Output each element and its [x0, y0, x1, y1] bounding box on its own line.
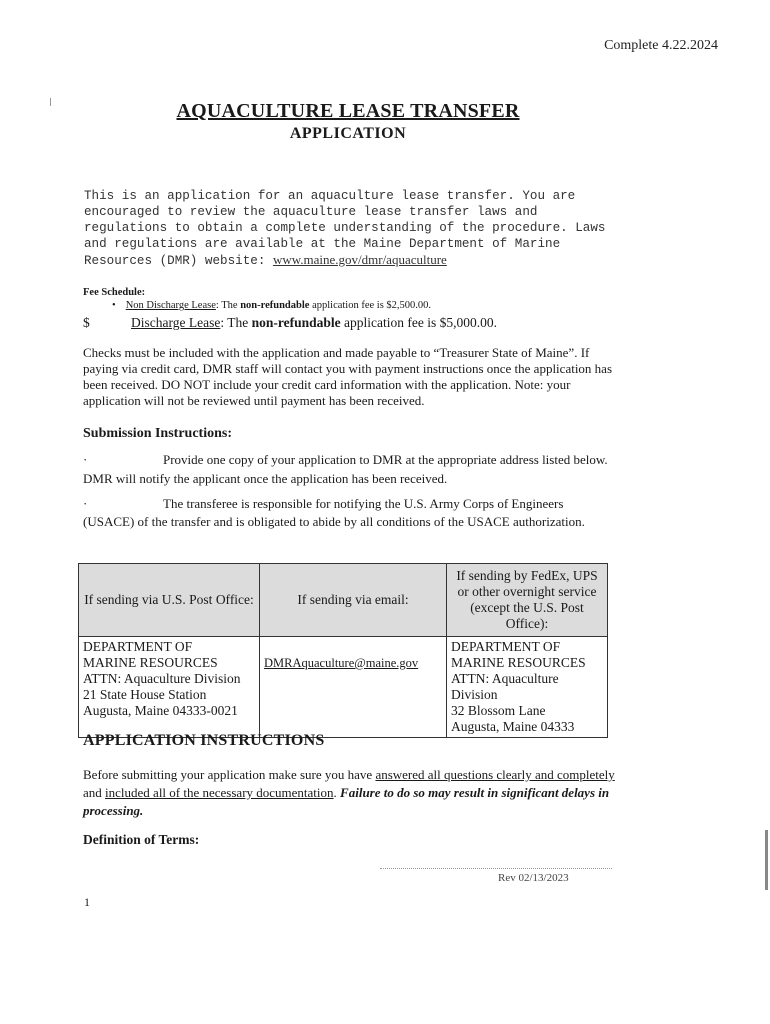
document-subtitle: APPLICATION — [289, 125, 407, 142]
table-row — [79, 637, 608, 738]
address-line: ATTN: Aquaculture Division — [83, 671, 241, 686]
instruction-text: and — [83, 785, 106, 800]
fee-schedule-heading: Fee Schedule: — [83, 287, 146, 298]
submission-text: The transferee is responsible for notifying the U.S. Army Corps of Engineers (USACE) of the transfer and is obligated to abide by all conditions of the USACE authorization. — [83, 496, 585, 529]
instruction-text: Before submitting your application make sure you have — [83, 767, 376, 782]
fee-bold: non-refundable — [251, 315, 341, 330]
header-email: If sending via email: — [260, 564, 447, 637]
fee-text: application fee is $5,000.00. — [340, 315, 497, 330]
instruction-underline: answered all questions clearly and completely — [375, 767, 615, 782]
email-cell — [260, 637, 447, 738]
address-line: Augusta, Maine 04333 — [451, 719, 575, 734]
fee-text: application fee is $2,500.00. — [309, 300, 432, 311]
address-line: ATTN: Aquaculture Division — [451, 671, 559, 702]
revision-date: Rev 02/13/2023 — [498, 872, 569, 884]
intro-paragraph — [84, 188, 624, 269]
application-instructions-heading: APPLICATION INSTRUCTIONS — [83, 732, 325, 749]
instruction-underline: included all of the necessary documentation — [105, 785, 334, 800]
fee-item-discharge — [83, 315, 497, 331]
header-overnight: If sending by FedEx, UPS or other overnight service (except the U.S. Post Office): — [447, 564, 608, 637]
bullet: • — [112, 300, 116, 311]
post-office-address — [79, 637, 260, 738]
email-link[interactable]: DMRAquaculture@maine.gov — [264, 656, 419, 670]
table-header-row — [79, 564, 608, 637]
bullet: $ — [83, 315, 90, 330]
fee-label: Non Discharge Lease — [125, 300, 216, 311]
completion-stamp: Complete 4.22.2024 — [604, 38, 718, 53]
address-line: MARINE RESOURCES — [83, 655, 218, 670]
footer-divider — [380, 868, 612, 869]
address-line: MARINE RESOURCES — [451, 655, 586, 670]
payment-paragraph: Checks must be included with the application and made payable to “Treasurer State of Maine”. If paying via credit card, DMR staff will contact you with payment instructions once the application has been received. DO NOT include your credit card information with the application. Note: your application will not be reviewed until payment has been received. — [83, 345, 613, 408]
document-title: AQUACULTURE LEASE TRANSFER — [176, 100, 520, 122]
scan-edge-mark — [765, 830, 768, 890]
submission-item — [83, 450, 615, 488]
intro-text: This is an application for an aquaculture lease transfer. You are encouraged to review the aquaculture lease transfer laws and regulations to obtain a complete understanding of the procedure. Laws and regulations are available at the Maine Department of Marine Resources (DMR) website: — [84, 189, 606, 268]
page-number: 1 — [84, 895, 90, 909]
fee-text: : The — [215, 300, 241, 311]
application-instructions-text — [83, 766, 623, 820]
fee-item-non-discharge — [112, 300, 431, 311]
address-line: Augusta, Maine 04333-0021 — [83, 703, 238, 718]
bullet: · — [83, 452, 88, 467]
submission-text: Provide one copy of your application to DMR at the appropriate address listed below. DMR will notify the applicant once the application has been received. — [83, 452, 608, 486]
submission-item — [83, 495, 615, 531]
address-line: DEPARTMENT OF — [83, 639, 193, 654]
fee-text: : The — [220, 315, 252, 330]
definitions-heading: Definition of Terms: — [83, 832, 200, 847]
address-line: 32 Blossom Lane — [451, 703, 546, 718]
bullet: · — [83, 496, 88, 511]
instruction-warning: Failure to do so may result in significant delays in processing. — [83, 785, 610, 818]
address-line: DEPARTMENT OF — [451, 639, 561, 654]
address-table — [78, 563, 608, 738]
header-post-office: If sending via U.S. Post Office: — [79, 564, 260, 637]
dmr-website-link[interactable]: www.maine.gov/dmr/aquaculture — [272, 252, 447, 267]
fee-label: Discharge Lease — [131, 315, 221, 330]
overnight-address — [447, 637, 608, 738]
submission-heading: Submission Instructions: — [83, 426, 232, 441]
instruction-text: . — [333, 785, 341, 800]
fee-bold: non-refundable — [240, 300, 310, 311]
address-line: 21 State House Station — [83, 687, 207, 702]
